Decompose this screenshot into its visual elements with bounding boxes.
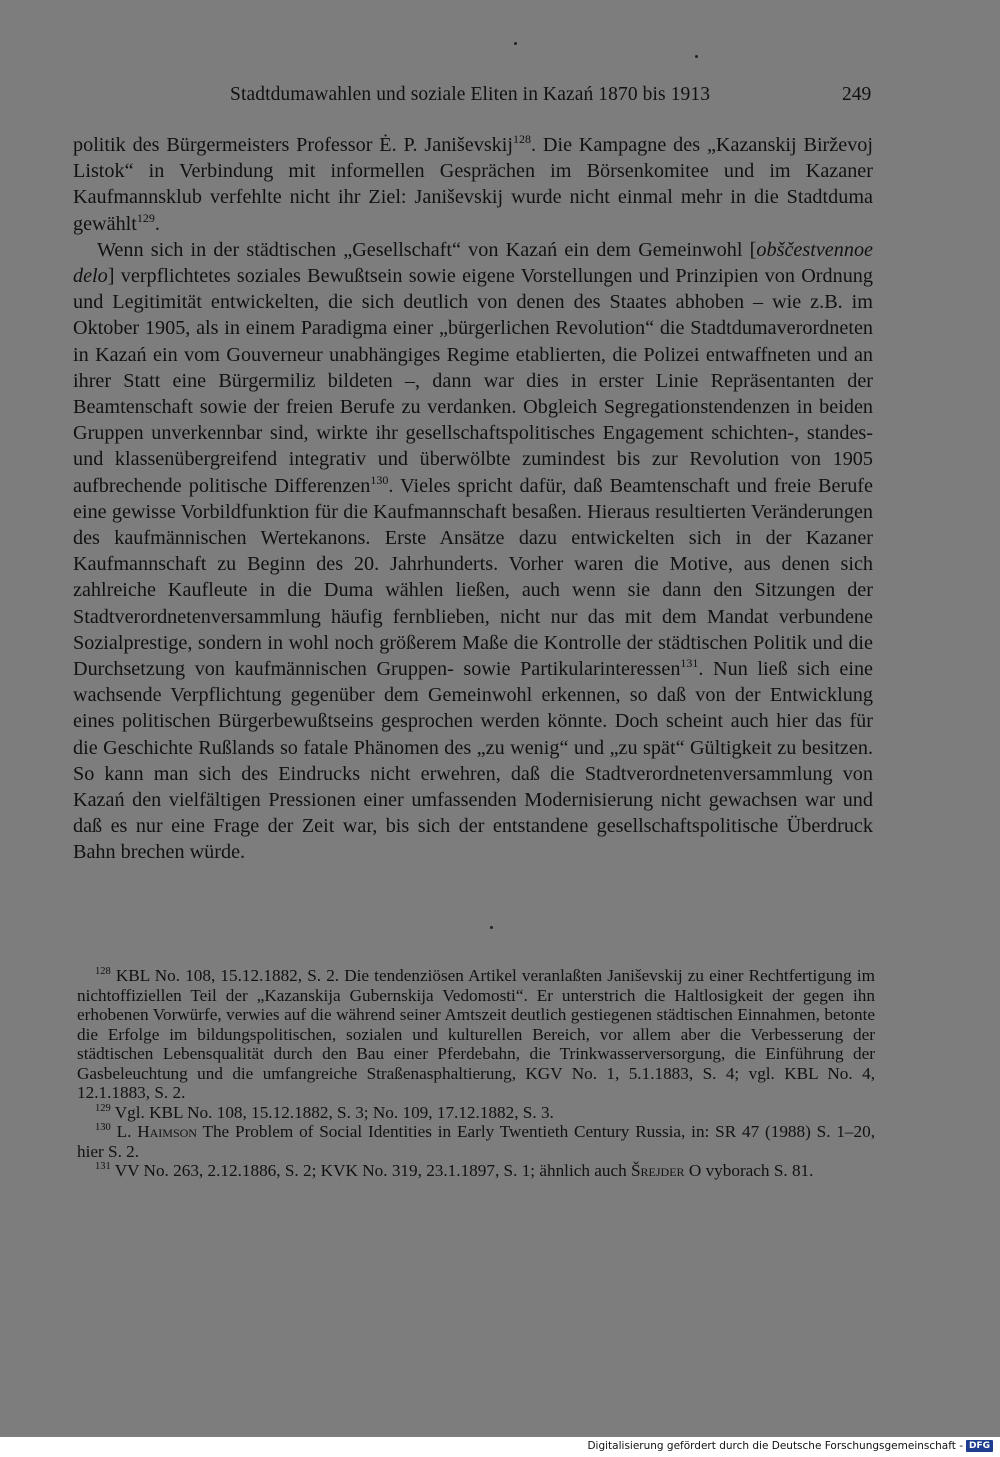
running-header xyxy=(0,84,1000,110)
footnote-ref-131[interactable]: 131 xyxy=(680,656,699,671)
footnote-129: $^{129}$ Vgl. KBL No. 108, 15.12.1882, S. 3; No. 109, 17.12.1882, S. 3. xyxy=(95,1102,554,1122)
main-text xyxy=(73,132,873,866)
credit-text: Digitalisierung gefördert durch die Deutsche Forschungsgemeinschaft - xyxy=(587,1440,963,1452)
page-number: 249 xyxy=(842,84,872,105)
dfg-logo[interactable]: DFG xyxy=(966,1440,993,1452)
footnote-ref-128[interactable]: 128 xyxy=(512,132,531,146)
footnote-ref-129[interactable]: 129 xyxy=(136,210,155,225)
footnote-131: $^{131}$ VV No. 263, 2.12.1886, S. 2; KVK No. 319, 23.1.1897, S. 1; ähnlich auch Šrejder O vyborach S. 81. xyxy=(95,1161,814,1180)
digitization-credit xyxy=(587,1440,993,1452)
footnotes xyxy=(77,966,875,1181)
paragraph-1: politik des Bürgermeisters Professor Ė. P. Janiševskij$^{128}$. Die Kampagne des „Kazanskij Birževoj Listok“ in Verbindung mit informellen Gesprächen im Börsenkomitee und im Kazaner Kaufmannsklub verfehlte nicht ihr Ziel: Janiševskij wurde nicht einmal mehr in die Stadtduma gewählt$^{129}$. xyxy=(73,132,873,235)
author-name: L. Haimson xyxy=(110,1122,197,1141)
italic-term: obščestvennoe delo xyxy=(73,238,873,288)
scan-speck xyxy=(695,55,698,58)
running-title: Stadtdumawahlen und soziale Eliten in Kazań 1870 bis 1913 xyxy=(230,84,711,105)
footnote-128: $^{128}$ KBL No. 108, 15.12.1882, S. 2. Die tendenziösen Artikel veranlaßten Janiševskij zu einer Rechtfertigung im nichtoffiziellen Teil der „Kazanskija Gubernskija Vedomosti“. Er unterstrich die Haltlosigkeit der gegen ihn erhobenen Vorwürfe, verwies auf die während seiner Amtszeit deutlich gestiegenen städtischen Einnahmen, betonte die Erfolge im bildungspolitischen, sozialen und kulturellen Bereich, vor allem aber die Verbesserung der städtischen Lebensqualität durch den Bau einer Pferdebahn, die Trinkwasserversorgung, die Einführung der Gasbeleuchtung und die umfangreiche Straßenasphaltierung, KGV No. 1, 5.1.1883, S. 4; vgl. KBL No. 4, 12.1.1883, S. 2. xyxy=(77,966,875,1102)
footnote-ref-130[interactable]: 130 xyxy=(370,472,389,487)
paragraph-2: Wenn sich in der städtischen „Gesellschaft“ von Kazań ein dem Gemeinwohl [obščestvennoe delo] verpflichtetes soziales Bewußtsein sowie eigene Vorstellungen und Prinzipien von Ordnung und Legitimität entwickelten, die sich deutlich von denen des Staates abhoben – wie z.B. im Oktober 1905, als in einem Paradigma einer „bürgerlichen Revolution“ die Stadtdumaverordneten in Kazań ein vom Gouverneur unabhängiges Regime etablierten, die Polizei entwaffneten und an ihrer Statt eine Bürgermiliz bildeten –, dann war dies in erster Linie Repräsentanten der Beamtenschaft sowie der freien Berufe zu verdanken. Obgleich Segregationstendenzen in beiden Gruppen unverkennbar sind, wirkte ihr gesellschaftspolitisches Engagement schichten-, standes- und klassenübergreifend integrativ und überwölbte zumindest bis zur Revolution von 1905 aufbrechende politische Differenzen$^{130}$. Vieles spricht dafür, daß Beamtenschaft und freie Berufe eine gewisse Vorbildfunktion für die Kaufmannschaft besaßen. Hieraus resultierten Veränderungen des kaufmännischen Wertekanons. Erste Ansätze dazu entwickelten sich in der Kazaner Kaufmannschaft zu Beginn des 20. Jahrhunderts. Vorher waren die Motive, aus denen sich zahlreiche Kaufleute in die Duma wählen ließen, auch wenn sie dann den Sitzungen der Stadtverordnetenversammlung häufig fernblieben, nicht nur das mit dem Mandat verbundene Sozialprestige, sondern in wohl noch größerem Maße die Kontrolle der städtischen Politik und die Durchsetzung von kaufmännischen Gruppen- sowie Partikularinteressen$^{131}$. Nun ließ sich eine wachsende Verpflichtung gegenüber dem Gemeinwohl erkennen, so daß von der Entwicklung eines politischen Bürgerbewußtseins gesprochen werden könnte. Doch scheint auch hier das für die Geschichte Rußlands so fatale Phänomen des „zu wenig“ und „zu spät“ Gültigkeit zu besitzen. So kann man sich des Eindrucks nicht erwehren, daß die Stadtverordnetenversammlung von Kazań den vielfältigen Pressionen einer umfassenden Modernisierung nicht gewachsen war und daß es nur eine Frage der Zeit war, bis sich der entstandene gesellschaftspolitische Überdruck Bahn brechen würde. xyxy=(73,238,873,864)
scan-speck xyxy=(514,42,517,45)
footnote-130: $^{130}$ L. Haimson The Problem of Social Identities in Early Twentieth Century Russia, in: SR 47 (1988) S. 1–20, hier S. 2. xyxy=(77,1122,875,1161)
author-name: Šrejder xyxy=(630,1161,685,1180)
scan-speck xyxy=(490,926,493,929)
